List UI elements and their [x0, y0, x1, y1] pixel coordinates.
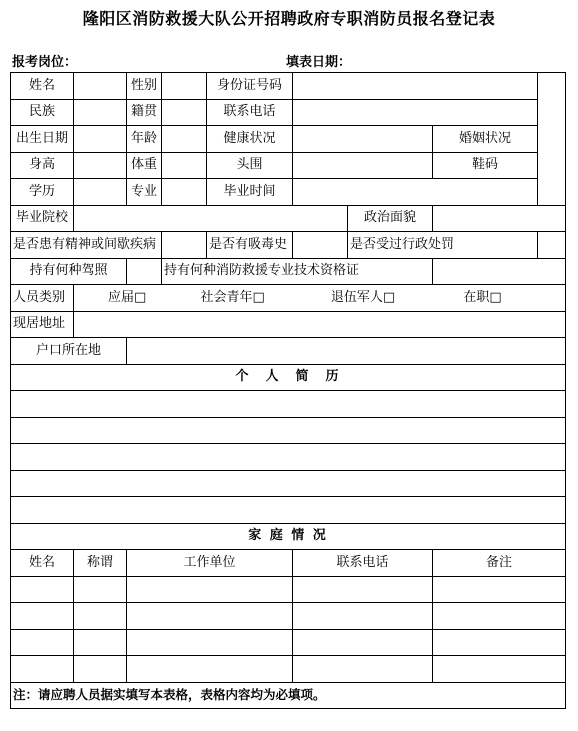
age-label: 年龄 — [127, 126, 162, 153]
row-basic-5 — [11, 179, 566, 206]
row-category — [11, 285, 566, 312]
family-row — [11, 576, 566, 603]
school-label: 毕业院校 — [11, 205, 74, 232]
gender-label: 性别 — [127, 73, 162, 100]
row-resume-header — [11, 364, 566, 391]
family-note-cell[interactable] — [433, 576, 566, 603]
family-work-cell[interactable] — [127, 576, 293, 603]
resume-line-field[interactable] — [11, 497, 566, 524]
id-field[interactable] — [293, 73, 538, 100]
grad-field[interactable] — [293, 179, 538, 206]
date-label: 填表日期： — [286, 55, 352, 70]
drugs-field[interactable] — [293, 232, 348, 259]
height-field[interactable] — [74, 152, 127, 179]
ethnicity-label: 民族 — [11, 99, 74, 126]
major-label: 专业 — [127, 179, 162, 206]
weight-field[interactable] — [162, 152, 207, 179]
birth-label: 出生日期 — [11, 126, 74, 153]
cert-field[interactable] — [433, 258, 566, 285]
family-phone-cell[interactable] — [293, 603, 433, 630]
resume-line — [11, 470, 566, 497]
family-row — [11, 629, 566, 656]
health-field[interactable] — [293, 126, 433, 153]
penalty-label: 是否受过行政处罚 — [348, 232, 538, 259]
family-name-cell[interactable] — [11, 629, 74, 656]
political-field[interactable] — [433, 205, 566, 232]
mental-field[interactable] — [162, 232, 207, 259]
family-col-relation: 称谓 — [74, 550, 127, 577]
license-label: 持有何种驾照 — [11, 258, 127, 285]
phone-label: 联系电话 — [207, 99, 293, 126]
row-footnote — [11, 682, 566, 709]
resume-header: 个 人 简 历 — [11, 364, 566, 391]
grad-label: 毕业时间 — [207, 179, 293, 206]
native-label: 籍贯 — [127, 99, 162, 126]
family-col-name: 姓名 — [11, 550, 74, 577]
head-label: 头围 — [207, 152, 293, 179]
family-phone-cell[interactable] — [293, 629, 433, 656]
mental-label: 是否患有精神或间歇疾病 — [11, 232, 162, 259]
family-name-cell[interactable] — [11, 603, 74, 630]
photo-area[interactable] — [538, 73, 566, 206]
position-label: 报考岗位： — [12, 55, 78, 70]
phone-field[interactable] — [293, 99, 538, 126]
family-relation-cell[interactable] — [74, 603, 127, 630]
family-row — [11, 656, 566, 683]
family-note-cell[interactable] — [433, 656, 566, 683]
family-note-cell[interactable] — [433, 603, 566, 630]
option-veteran[interactable]: 退伍军人□ — [330, 289, 396, 305]
birth-field[interactable] — [74, 126, 127, 153]
family-phone-cell[interactable] — [293, 656, 433, 683]
row-family-header — [11, 523, 566, 550]
family-relation-cell[interactable] — [74, 656, 127, 683]
political-label: 政治面貌 — [348, 205, 433, 232]
family-col-note: 备注 — [433, 550, 566, 577]
family-work-cell[interactable] — [127, 629, 293, 656]
option-fresh-grad[interactable]: 应届□ — [108, 289, 147, 305]
row-basic-3 — [11, 126, 566, 153]
penalty-field[interactable] — [538, 232, 566, 259]
category-label: 人员类别 — [11, 285, 74, 312]
height-label: 身高 — [11, 152, 74, 179]
drugs-label: 是否有吸毒史 — [207, 232, 293, 259]
family-work-cell[interactable] — [127, 656, 293, 683]
family-note-cell[interactable] — [433, 629, 566, 656]
registration-table — [10, 72, 566, 709]
education-field[interactable] — [74, 179, 127, 206]
family-header: 家 庭 情 况 — [11, 523, 566, 550]
shoe-label: 鞋码 — [433, 152, 538, 179]
family-row — [11, 603, 566, 630]
row-school — [11, 205, 566, 232]
name-field[interactable] — [74, 73, 127, 100]
option-employed[interactable]: 在职□ — [463, 289, 502, 305]
family-phone-cell[interactable] — [293, 576, 433, 603]
family-name-cell[interactable] — [11, 656, 74, 683]
family-columns — [11, 550, 566, 577]
row-history — [11, 232, 566, 259]
major-field[interactable] — [162, 179, 207, 206]
head-field[interactable] — [293, 152, 433, 179]
row-basic-4 — [11, 152, 566, 179]
gender-field[interactable] — [162, 73, 207, 100]
footnote: 注：请应聘人员据实填写本表格，表格内容均为必填项。 — [11, 682, 566, 709]
family-col-phone: 联系电话 — [293, 550, 433, 577]
row-hukou — [11, 338, 566, 365]
hukou-field[interactable] — [127, 338, 566, 365]
row-address — [11, 311, 566, 338]
health-label: 健康状况 — [207, 126, 293, 153]
address-label: 现居地址 — [11, 311, 74, 338]
family-name-cell[interactable] — [11, 576, 74, 603]
row-basic-2 — [11, 99, 566, 126]
family-col-work: 工作单位 — [127, 550, 293, 577]
family-relation-cell[interactable] — [74, 576, 127, 603]
age-field[interactable] — [162, 126, 207, 153]
resume-line-field[interactable] — [11, 444, 566, 471]
resume-line — [11, 417, 566, 444]
category-options — [74, 285, 566, 312]
form-title: 隆阳区消防救援大队公开招聘政府专职消防员报名登记表 — [82, 9, 496, 28]
family-relation-cell[interactable] — [74, 629, 127, 656]
license-field[interactable] — [127, 258, 162, 285]
resume-line — [11, 444, 566, 471]
row-license — [11, 258, 566, 285]
ethnicity-field[interactable] — [74, 99, 127, 126]
id-label: 身份证号码 — [207, 73, 293, 100]
hukou-label: 户口所在地 — [11, 338, 127, 365]
name-label: 姓名 — [11, 73, 74, 100]
cert-label: 持有何种消防救援专业技术资格证 — [162, 258, 433, 285]
resume-line — [11, 391, 566, 418]
marital-label: 婚姻状况 — [433, 126, 538, 153]
address-field[interactable] — [74, 311, 566, 338]
row-basic-1 — [11, 73, 566, 100]
native-field[interactable] — [162, 99, 207, 126]
education-label: 学历 — [11, 179, 74, 206]
resume-line-field[interactable] — [11, 470, 566, 497]
resume-line — [11, 497, 566, 524]
school-field[interactable] — [74, 205, 348, 232]
weight-label: 体重 — [127, 152, 162, 179]
option-social-youth[interactable]: 社会青年□ — [200, 289, 265, 305]
family-work-cell[interactable] — [127, 603, 293, 630]
resume-line-field[interactable] — [11, 391, 566, 418]
resume-line-field[interactable] — [11, 417, 566, 444]
